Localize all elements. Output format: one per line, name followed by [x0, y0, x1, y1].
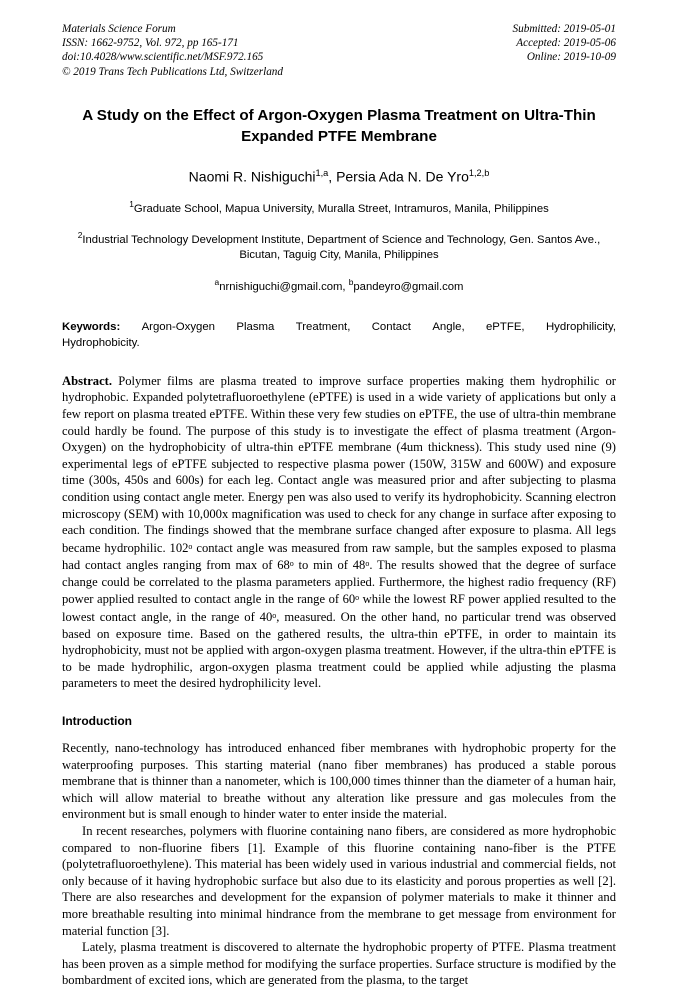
author-2-affil-marker: 1,2,b	[468, 167, 490, 178]
degree-symbol: o	[188, 541, 193, 551]
journal-issn-volume: ISSN: 1662-9752, Vol. 972, pp 165-171	[62, 37, 239, 50]
affiliation-2-text: Industrial Technology Development Institute, Department of Science and Technology, Gen. Santos Ave., Bicutan, Taguig City, Manila, Philippines	[82, 233, 601, 261]
abstract-text-6: , measured. On the other hand, no particular trend was observed based on exposure time. Based on the gathered results, the ultra-thin ePTFE, in order to maintain its hydrophobicity, must not be applied with argon-oxygen plasma treatment. However, if the ultra-thin ePTFE is to be made hydrophilic, argon-oxygen plasma treatment could be applied while adjusting the plasma parameters to meet the desired hydrophilicity level.	[62, 610, 616, 691]
journal-name: Materials Science Forum	[62, 23, 176, 35]
email-b: pandeyro@gmail.com	[353, 280, 464, 293]
intro-paragraph-3: Lately, plasma treatment is discovered to alternate the hydrophobic property of PTFE. Plasma treatment has been proven as a simple method for modifying the surface properties. Surface structure is modified by the bombardment of excited ions, which are generated from the plasma, to the target	[62, 940, 616, 988]
online-date: Online: 2019-10-09	[526, 51, 616, 64]
keywords-line-1	[62, 319, 616, 335]
abstract-label: Abstract.	[62, 373, 113, 388]
keywords-line-2: Hydrophobicity.	[62, 336, 140, 349]
author-1-name: Naomi R. Nishiguchi	[188, 168, 316, 185]
degree-symbol: o	[365, 559, 370, 569]
author-separator: ,	[328, 168, 337, 185]
author-emails	[62, 275, 616, 295]
email-b-marker: b	[348, 276, 354, 287]
intro-paragraph-1: Recently, nano-technology has introduced enhanced fiber membranes with hydrophobic property for the waterproofing purposes. This starting material (nano fiber membranes) has produced a stable porous membrane that is thinner than a nanometer, which is 100,000 times thinner than the diameter of a human hair, which will allow material to breathe without any alteration like pressure and gas molecules from the environment but is small enough to hinder water to enter inside the material.	[62, 741, 616, 822]
degree-symbol: o	[289, 559, 294, 569]
section-heading-introduction: Introduction	[62, 714, 132, 729]
affiliation-2-marker: 2	[77, 229, 83, 240]
page-title: A Study on the Effect of Argon-Oxygen Plasma Treatment on Ultra-Thin Expanded PTFE Membrane	[82, 106, 596, 145]
keyword-item: Contact	[371, 320, 411, 333]
intro-paragraph-2: In recent researches, polymers with fluorine containing nano fibers, are considered as more hydrophobic compared to non-fluorine fibers [1]. Example of this fluorine containing nano-fiber is the PTFE (polytetrafluoroethylene). This material has been widely used in various industrial and commercial fields, not only because of it having hydrophobic surface but also due to its elasticity and porous properties as well [2]. There are also researches and development for the expansion of polymer materials to make it thinner and more breathable resulting into minimal hindrance from the membrane to get message from environment for material function [3].	[62, 824, 616, 938]
submitted-date: Submitted: 2019-05-01	[512, 23, 616, 35]
affiliation-1	[62, 197, 616, 217]
abstract-text-5: while the lowest RF power applied resulted to the lowest contact angle, in the range of 40	[62, 592, 616, 625]
abstract-text-1: Polymer films are plasma treated to improve surface properties making them hydrophilic or hydrophobic. Expanded polytetrafluoroethylene (ePTFE) is used in a wide variety of applications but only a few report on plasma treated ePTFE. Within these very few studies on ePTFE, the use of ultra-thin membrane could hardly be found. The purpose of this study is to investigate the effect of plasma treatment (Argon-Oxygen) on the hydrophobicity of ultra-thin ePTFE membrane (4um thickness). This study used nine (9) experimental legs of ePTFE subjected to respective plasma power (150W, 315W and 600W) and exposure time (300s, 450s and 600s) for each leg. Contact angle was measured prior and after subjecting to plasma condition using contact angle meter. Energy pen was also used to verify its hydrophobicity. Scanning electron microscopy (SEM) with 10,000x magnification was used to check for any change in surface after exposing to each condition. The findings showed that the membrane surface changed after exposure to plasma. All legs became hydrophilic. 102	[62, 373, 616, 555]
keyword-item: Argon-Oxygen	[141, 320, 216, 333]
header-journal-info	[62, 22, 283, 79]
author-1-affil-marker: 1,a	[315, 167, 329, 178]
header-dates	[513, 22, 616, 65]
email-a: nrnishiguchi@gmail.com,	[219, 280, 349, 293]
email-a-marker: a	[214, 276, 220, 287]
author-list	[62, 164, 616, 186]
keywords-label: Keywords:	[62, 320, 121, 333]
journal-doi: doi:10.4028/www.scientific.net/MSF.972.165	[62, 51, 264, 64]
abstract-block	[62, 373, 616, 692]
keyword-item: Angle,	[432, 320, 465, 333]
accepted-date: Accepted: 2019-05-06	[516, 37, 616, 50]
keyword-item: Hydrophilicity,	[545, 320, 616, 333]
affiliation-2	[62, 228, 616, 264]
abstract-text-4: . The results showed that the degree of surface change could be correlated to the plasma parameters applied. Furthermore, the highest radio frequency (RF) power applied resulted to contact angle in the range of 60	[62, 558, 616, 607]
journal-copyright: © 2019 Trans Tech Publications Ltd, Switzerland	[62, 65, 283, 78]
degree-symbol: o	[355, 593, 360, 603]
degree-symbol: o	[272, 611, 277, 621]
affiliation-1-marker: 1	[129, 199, 134, 210]
keyword-item: Treatment,	[295, 320, 351, 333]
author-2-name: Persia Ada N. De Yro	[336, 168, 469, 185]
page-header	[62, 22, 616, 79]
affiliation-1-text: Graduate School, Mapua University, Muralla Street, Intramuros, Manila, Philippines	[133, 203, 549, 216]
abstract-text-3: to min of 48	[293, 558, 366, 573]
keyword-item: ePTFE,	[485, 320, 525, 333]
keyword-item: Plasma	[236, 320, 275, 333]
abstract-text-2: contact angle was measured from raw sample, but the samples exposed to plasma had contact angles ranging from max of 68	[62, 540, 616, 573]
keywords-block	[62, 319, 616, 351]
